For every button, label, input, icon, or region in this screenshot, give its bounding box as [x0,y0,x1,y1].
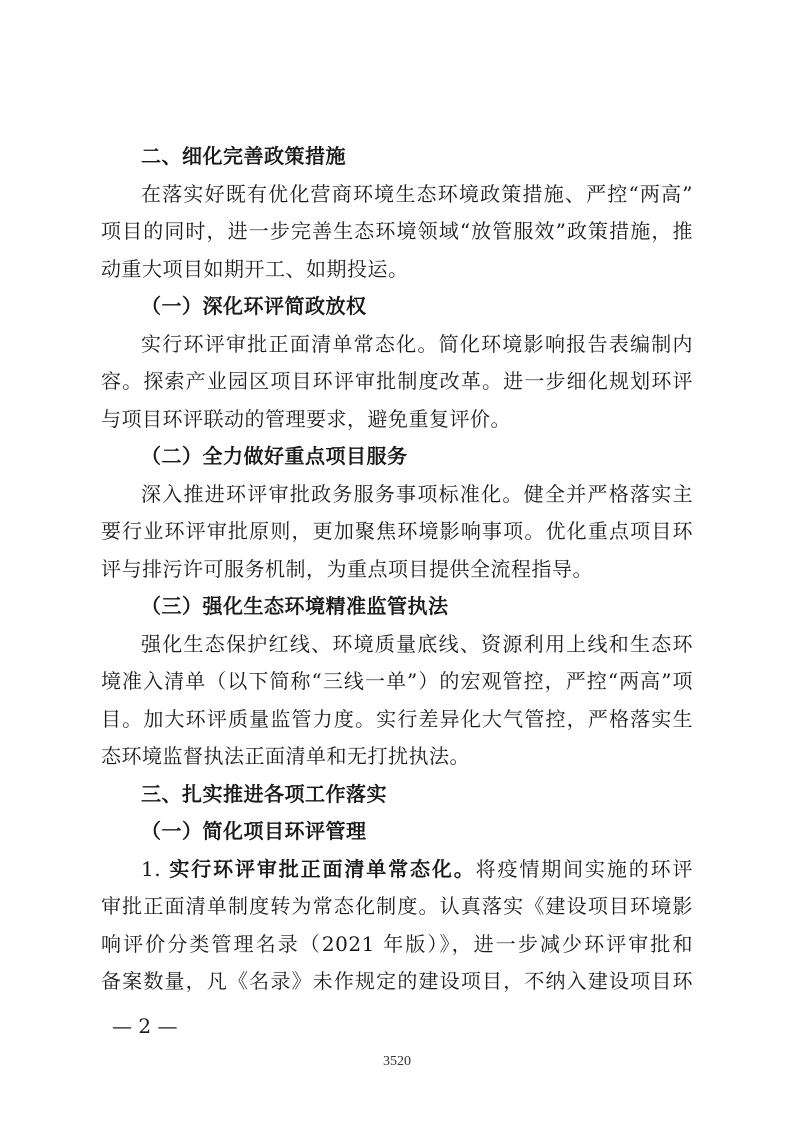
section-3-heading: 三、扎实推进各项工作落实 [141,782,387,806]
section-2-heading: 二、细化完善政策措施 [141,144,346,168]
paragraph-line: 备案数量，凡《名录》未作规定的建设项目，不纳入建设项目环 [101,969,693,993]
paragraph-line: 容。探索产业园区项目环评审批制度改革。进一步细化规划环评 [101,369,693,393]
paragraph-line: 要行业环评审批原则，更加聚焦环境影响事项。优化重点项目环 [101,519,693,543]
paragraph-line: 态环境监督执法正面清单和无打扰执法。 [101,744,470,768]
subsection-heading-2: （二）全力做好重点项目服务 [141,444,408,468]
paragraph-line: 审批正面清单制度转为常态化制度。认真落实《建设项目环境影 [101,894,693,918]
paragraph-line: 境准入清单（以下简称“三线一单”）的宏观管控，严控“两高”项 [101,669,693,693]
item-1-line [141,857,693,881]
paragraph-line: 项目的同时，进一步完善生态环境领域“放管服效”政策措施，推 [101,219,693,243]
page-marker: — 2 — [112,1014,178,1038]
paragraph-line: 动重大项目如期开工、如期投运。 [101,257,409,281]
paragraph-line: 深入推进环评审批政务服务事项标准化。健全并严格落实主 [141,482,693,506]
item-bold-lead: 实行环评审批正面清单常态化。 [169,857,476,881]
subsection-heading-1: （一）深化环评简政放权 [141,294,367,318]
subsection-heading-4: （一）简化项目环评管理 [141,819,367,843]
item-number: 1. [141,857,170,881]
paragraph-line: 与项目环评联动的管理要求，避免重复评价。 [101,407,511,431]
subsection-heading-3: （三）强化生态环境精准监管执法 [141,594,449,618]
paragraph-line: 目。加大环评质量监管力度。实行差异化大气管控，严格落实生 [101,707,693,731]
paragraph-line: 评与排污许可服务机制，为重点项目提供全流程指导。 [101,557,593,581]
paragraph-line: 在落实好既有优化营商环境生态环境政策措施、严控“两高” [141,182,693,206]
page-number: 3520 [383,1054,411,1069]
paragraph-line: 响评价分类管理名录（2021 年版）》，进一步减少环评审批和 [101,932,693,956]
item-rest: 将疫情期间实施的环评 [475,857,694,881]
paragraph-line: 强化生态保护红线、环境质量底线、资源利用上线和生态环 [141,632,693,656]
paragraph-line: 实行环评审批正面清单常态化。简化环境影响报告表编制内 [141,332,693,356]
